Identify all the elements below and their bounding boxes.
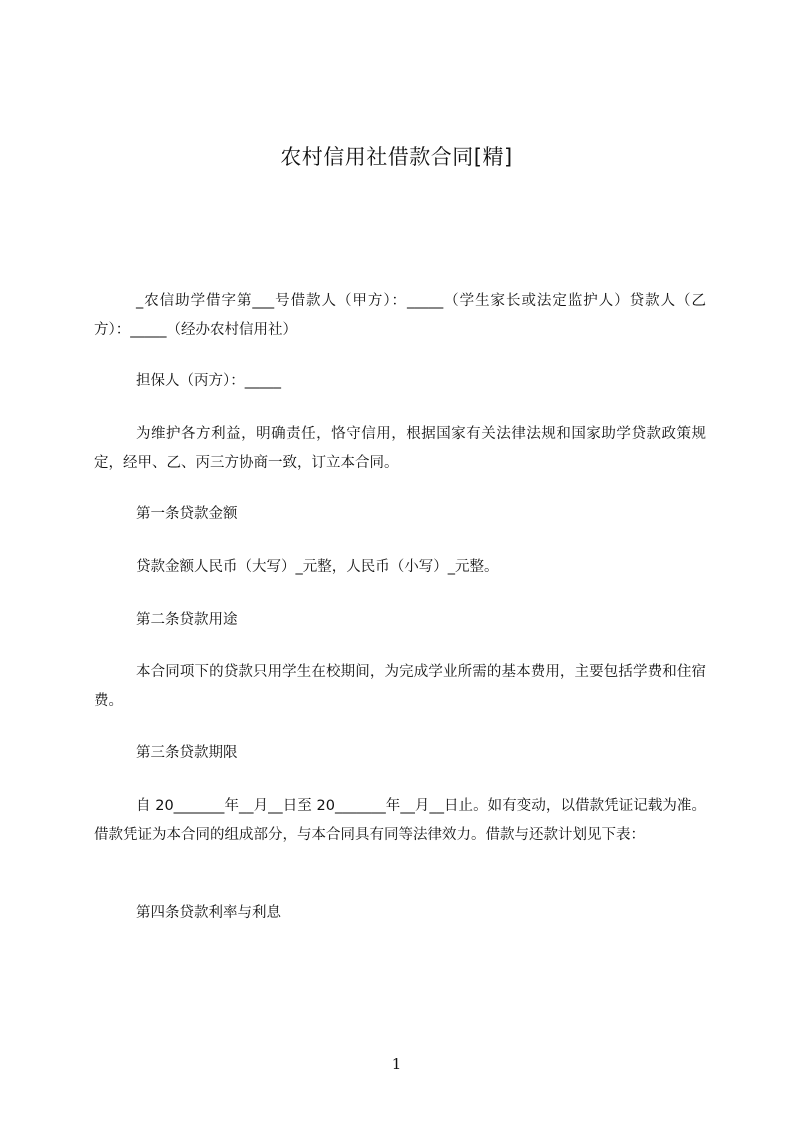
page-number: 1 bbox=[391, 1055, 402, 1073]
article-2-heading: 第二条贷款用途 bbox=[136, 612, 238, 628]
document-title: 农村信用社借款合同[精] bbox=[280, 145, 513, 169]
article-4-heading: 第四条贷款利率与利息 bbox=[136, 905, 281, 921]
loan-term-paragraph: 自 20_______年__月__日至 20_______年__月__日止。如有变动，以借款凭证记载为准。借款凭证为本合同的组成部分，与本合同具有同等法律效力。借款与还款计划见下表： bbox=[94, 798, 706, 843]
loan-use-paragraph: 本合同项下的贷款只用学生在校期间，为完成学业所需的基本费用，主要包括学费和住宿费。 bbox=[94, 664, 706, 709]
guarantor-paragraph: 担保人（丙方）：_____ bbox=[136, 373, 281, 389]
article-1-heading: 第一条贷款金额 bbox=[136, 506, 238, 522]
contract-parties-paragraph: _农信助学借字第___号借款人（甲方）：_____（学生家长或法定监护人）贷款人（乙方）：_____（经办农村信用社） bbox=[94, 293, 706, 338]
loan-amount-paragraph: 贷款金额人民币（大写）_元整，人民币（小写）_元整。 bbox=[136, 559, 499, 575]
purpose-paragraph: 为维护各方利益，明确责任，恪守信用，根据国家有关法律法规和国家助学贷款政策规定，经甲、乙、丙三方协商一致，订立本合同。 bbox=[94, 426, 706, 471]
article-3-heading: 第三条贷款期限 bbox=[136, 745, 238, 761]
